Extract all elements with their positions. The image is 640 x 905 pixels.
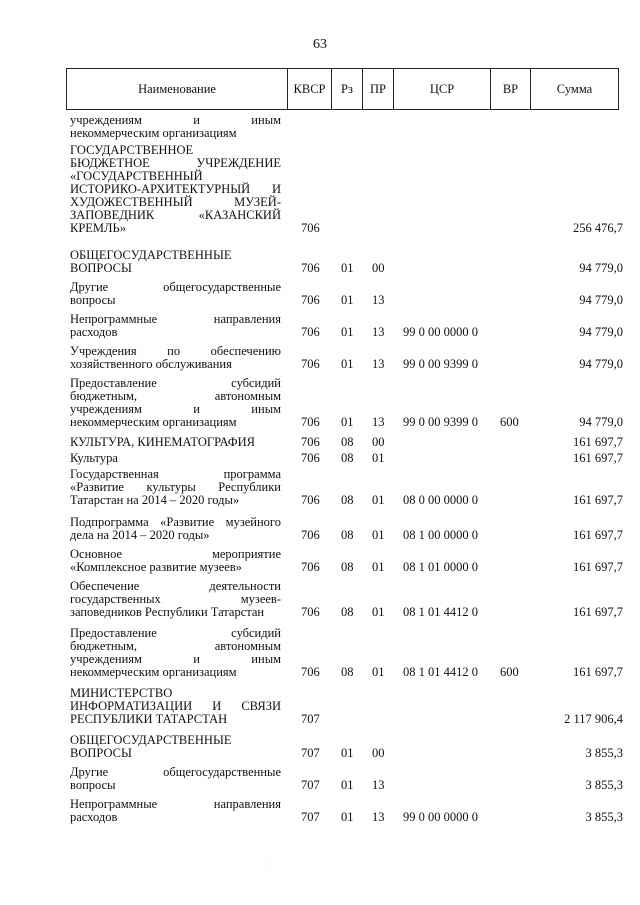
row-name [70,452,281,465]
column-header-vr: ВР [491,69,531,109]
cell-sum: 3 855,3 [585,778,623,792]
row-name [70,249,281,275]
row-name [70,436,281,449]
row-name-line: Непрограммные направления [70,312,281,326]
row-name-line: некоммерческим организациям [70,665,237,679]
row-name-line: государственных музеев- [70,592,281,606]
row-name-line: КРЕМЛЬ» [70,221,126,235]
cell-sum: 94 779,0 [579,415,623,429]
cell-rz: 08 [341,451,354,465]
row-name-line: расходов [70,325,118,339]
cell-rz: 01 [341,357,354,371]
row-name-line: ЗАПОВЕДНИК «КАЗАНСКИЙ [70,208,281,222]
cell-rz: 08 [341,605,354,619]
row-name-line: Татарстан на 2014 – 2020 годы» [70,493,240,507]
cell-pr: 01 [372,665,385,679]
cell-pr: 13 [372,293,385,307]
cell-sum: 2 117 906,4 [564,712,623,726]
row-name-line: вопросы [70,778,116,792]
scan-mark: · [265,860,268,869]
row-name-line: ИСТОРИКО-АРХИТЕКТУРНЫЙ И [70,182,281,196]
row-name [70,281,281,307]
cell-sum: 3 855,3 [585,810,623,824]
cell-csr: 99 0 00 0000 0 [403,325,478,339]
cell-kvsr: 706 [301,357,320,371]
cell-kvsr: 706 [301,221,320,235]
page-number: 63 [313,37,327,52]
cell-csr: 99 0 00 0000 0 [403,810,478,824]
row-name-line: некоммерческим организациям [70,415,237,429]
cell-pr: 13 [372,810,385,824]
row-name-line: «ГОСУДАРСТВЕННЫЙ [70,169,203,183]
row-name-line: хозяйственного обслуживания [70,357,232,371]
row-name-line: Государственная программа [70,467,281,481]
cell-rz: 01 [341,293,354,307]
cell-vr: 600 [500,415,519,429]
row-name-line: Другие общегосударственные [70,765,281,779]
row-name-line: БЮДЖЕТНОЕ УЧРЕЖДЕНИЕ [70,156,281,170]
cell-rz: 08 [341,493,354,507]
row-name-line: Подпрограмма «Развитие музейного [70,515,281,529]
cell-kvsr: 706 [301,493,320,507]
cell-sum: 161 697,7 [573,451,623,465]
row-name-line: некоммерческим организациям [70,126,237,140]
cell-sum: 256 476,7 [573,221,623,235]
row-name [70,114,281,140]
cell-kvsr: 706 [301,528,320,542]
row-name-line: КУЛЬТУРА, КИНЕМАТОГРАФИЯ [70,435,255,449]
row-name-line: Непрограммные направления [70,797,281,811]
row-name [70,580,281,619]
cell-sum: 161 697,7 [573,560,623,574]
cell-sum: 94 779,0 [579,357,623,371]
cell-pr: 01 [372,451,385,465]
cell-pr: 01 [372,528,385,542]
cell-kvsr: 706 [301,293,320,307]
cell-kvsr: 706 [301,325,320,339]
cell-vr: 600 [500,665,519,679]
cell-csr: 08 1 01 4412 0 [403,665,478,679]
cell-pr: 13 [372,325,385,339]
cell-sum: 161 697,7 [573,605,623,619]
row-name-line: «Комплексное развитие музеев» [70,560,242,574]
cell-pr: 00 [372,435,385,449]
cell-kvsr: 706 [301,415,320,429]
cell-kvsr: 706 [301,435,320,449]
cell-csr: 99 0 00 9399 0 [403,357,478,371]
cell-sum: 94 779,0 [579,293,623,307]
row-name [70,468,281,507]
row-name [70,734,281,760]
row-name-line: ВОПРОСЫ [70,261,132,275]
row-name-line: Культура [70,451,118,465]
cell-pr: 00 [372,261,385,275]
row-name-line: МИНИСТЕРСТВО [70,686,173,700]
row-name-line: ХУДОЖЕСТВЕННЫЙ МУЗЕЙ- [70,195,281,209]
row-name-line: ОБЩЕГОСУДАРСТВЕННЫЕ [70,733,232,747]
row-name-line: ИНФОРМАТИЗАЦИИ И СВЯЗИ [70,699,281,713]
cell-sum: 3 855,3 [585,746,623,760]
cell-kvsr: 707 [301,712,320,726]
cell-sum: 94 779,0 [579,325,623,339]
column-header-kvsr: КВСР [288,69,332,109]
row-name [70,627,281,679]
row-name-line: учреждениям и иным [70,652,281,666]
cell-sum: 161 697,7 [573,435,623,449]
column-header-sum: Сумма [556,81,593,96]
cell-csr: 08 1 01 4412 0 [403,605,478,619]
row-name-line: дела на 2014 – 2020 годы» [70,528,210,542]
cell-kvsr: 707 [301,810,320,824]
row-name-line: учреждениям и иным [70,113,281,127]
cell-pr: 13 [372,415,385,429]
row-name-line: бюджетным, автономным [70,639,281,653]
cell-sum: 161 697,7 [573,665,623,679]
cell-rz: 08 [341,528,354,542]
cell-rz: 01 [341,415,354,429]
cell-sum: 161 697,7 [573,493,623,507]
cell-pr: 00 [372,746,385,760]
row-name-line: Учреждения по обеспечению [70,344,281,358]
cell-kvsr: 707 [301,746,320,760]
cell-csr: 08 0 00 0000 0 [403,493,478,507]
row-name [70,345,281,371]
row-name-line: Обеспечение деятельности [70,579,281,593]
row-name-line: Предоставление субсидий [70,626,281,640]
row-name [70,377,281,429]
cell-sum: 94 779,0 [579,261,623,275]
cell-pr: 13 [372,778,385,792]
row-name [70,548,281,574]
row-name [70,144,281,235]
row-name [70,516,281,542]
row-name [70,313,281,339]
cell-rz: 08 [341,665,354,679]
cell-pr: 01 [372,560,385,574]
column-header-name: Наименование [67,69,288,109]
row-name [70,766,281,792]
cell-sum: 161 697,7 [573,528,623,542]
cell-rz: 01 [341,325,354,339]
cell-rz: 01 [341,778,354,792]
cell-pr: 13 [372,357,385,371]
cell-rz: 01 [341,261,354,275]
cell-pr: 01 [372,493,385,507]
row-name-line: заповедников Республики Татарстан [70,605,265,619]
row-name-line: вопросы [70,293,116,307]
cell-kvsr: 706 [301,451,320,465]
cell-kvsr: 706 [301,261,320,275]
column-header-csr: ЦСР [394,69,491,109]
cell-csr: 99 0 00 9399 0 [403,415,478,429]
row-name-line: ВОПРОСЫ [70,746,132,760]
row-name-line: «Развитие культуры Республики [70,480,281,494]
cell-rz: 01 [341,746,354,760]
cell-rz: 01 [341,810,354,824]
cell-rz: 08 [341,435,354,449]
column-header-rz: Рз [332,69,363,109]
row-name-line: Основное мероприятие [70,547,281,561]
cell-csr: 08 1 00 0000 0 [403,528,478,542]
cell-kvsr: 706 [301,560,320,574]
cell-csr: 08 1 01 0000 0 [403,560,478,574]
row-name [70,687,281,726]
table-header [66,68,619,110]
cell-pr: 01 [372,605,385,619]
row-name-line: РЕСПУБЛИКИ ТАТАРСТАН [70,712,228,726]
row-name-line: Предоставление субсидий [70,376,281,390]
row-name-line: ГОСУДАРСТВЕННОЕ [70,143,194,157]
row-name-line: бюджетным, автономным [70,389,281,403]
row-name-line: Другие общегосударственные [70,280,281,294]
cell-kvsr: 707 [301,778,320,792]
column-header-pr: ПР [363,69,394,109]
row-name [70,798,281,824]
row-name-line: расходов [70,810,118,824]
row-name-line: ОБЩЕГОСУДАРСТВЕННЫЕ [70,248,232,262]
cell-kvsr: 706 [301,665,320,679]
cell-kvsr: 706 [301,605,320,619]
row-name-line: учреждениям и иным [70,402,281,416]
cell-rz: 08 [341,560,354,574]
